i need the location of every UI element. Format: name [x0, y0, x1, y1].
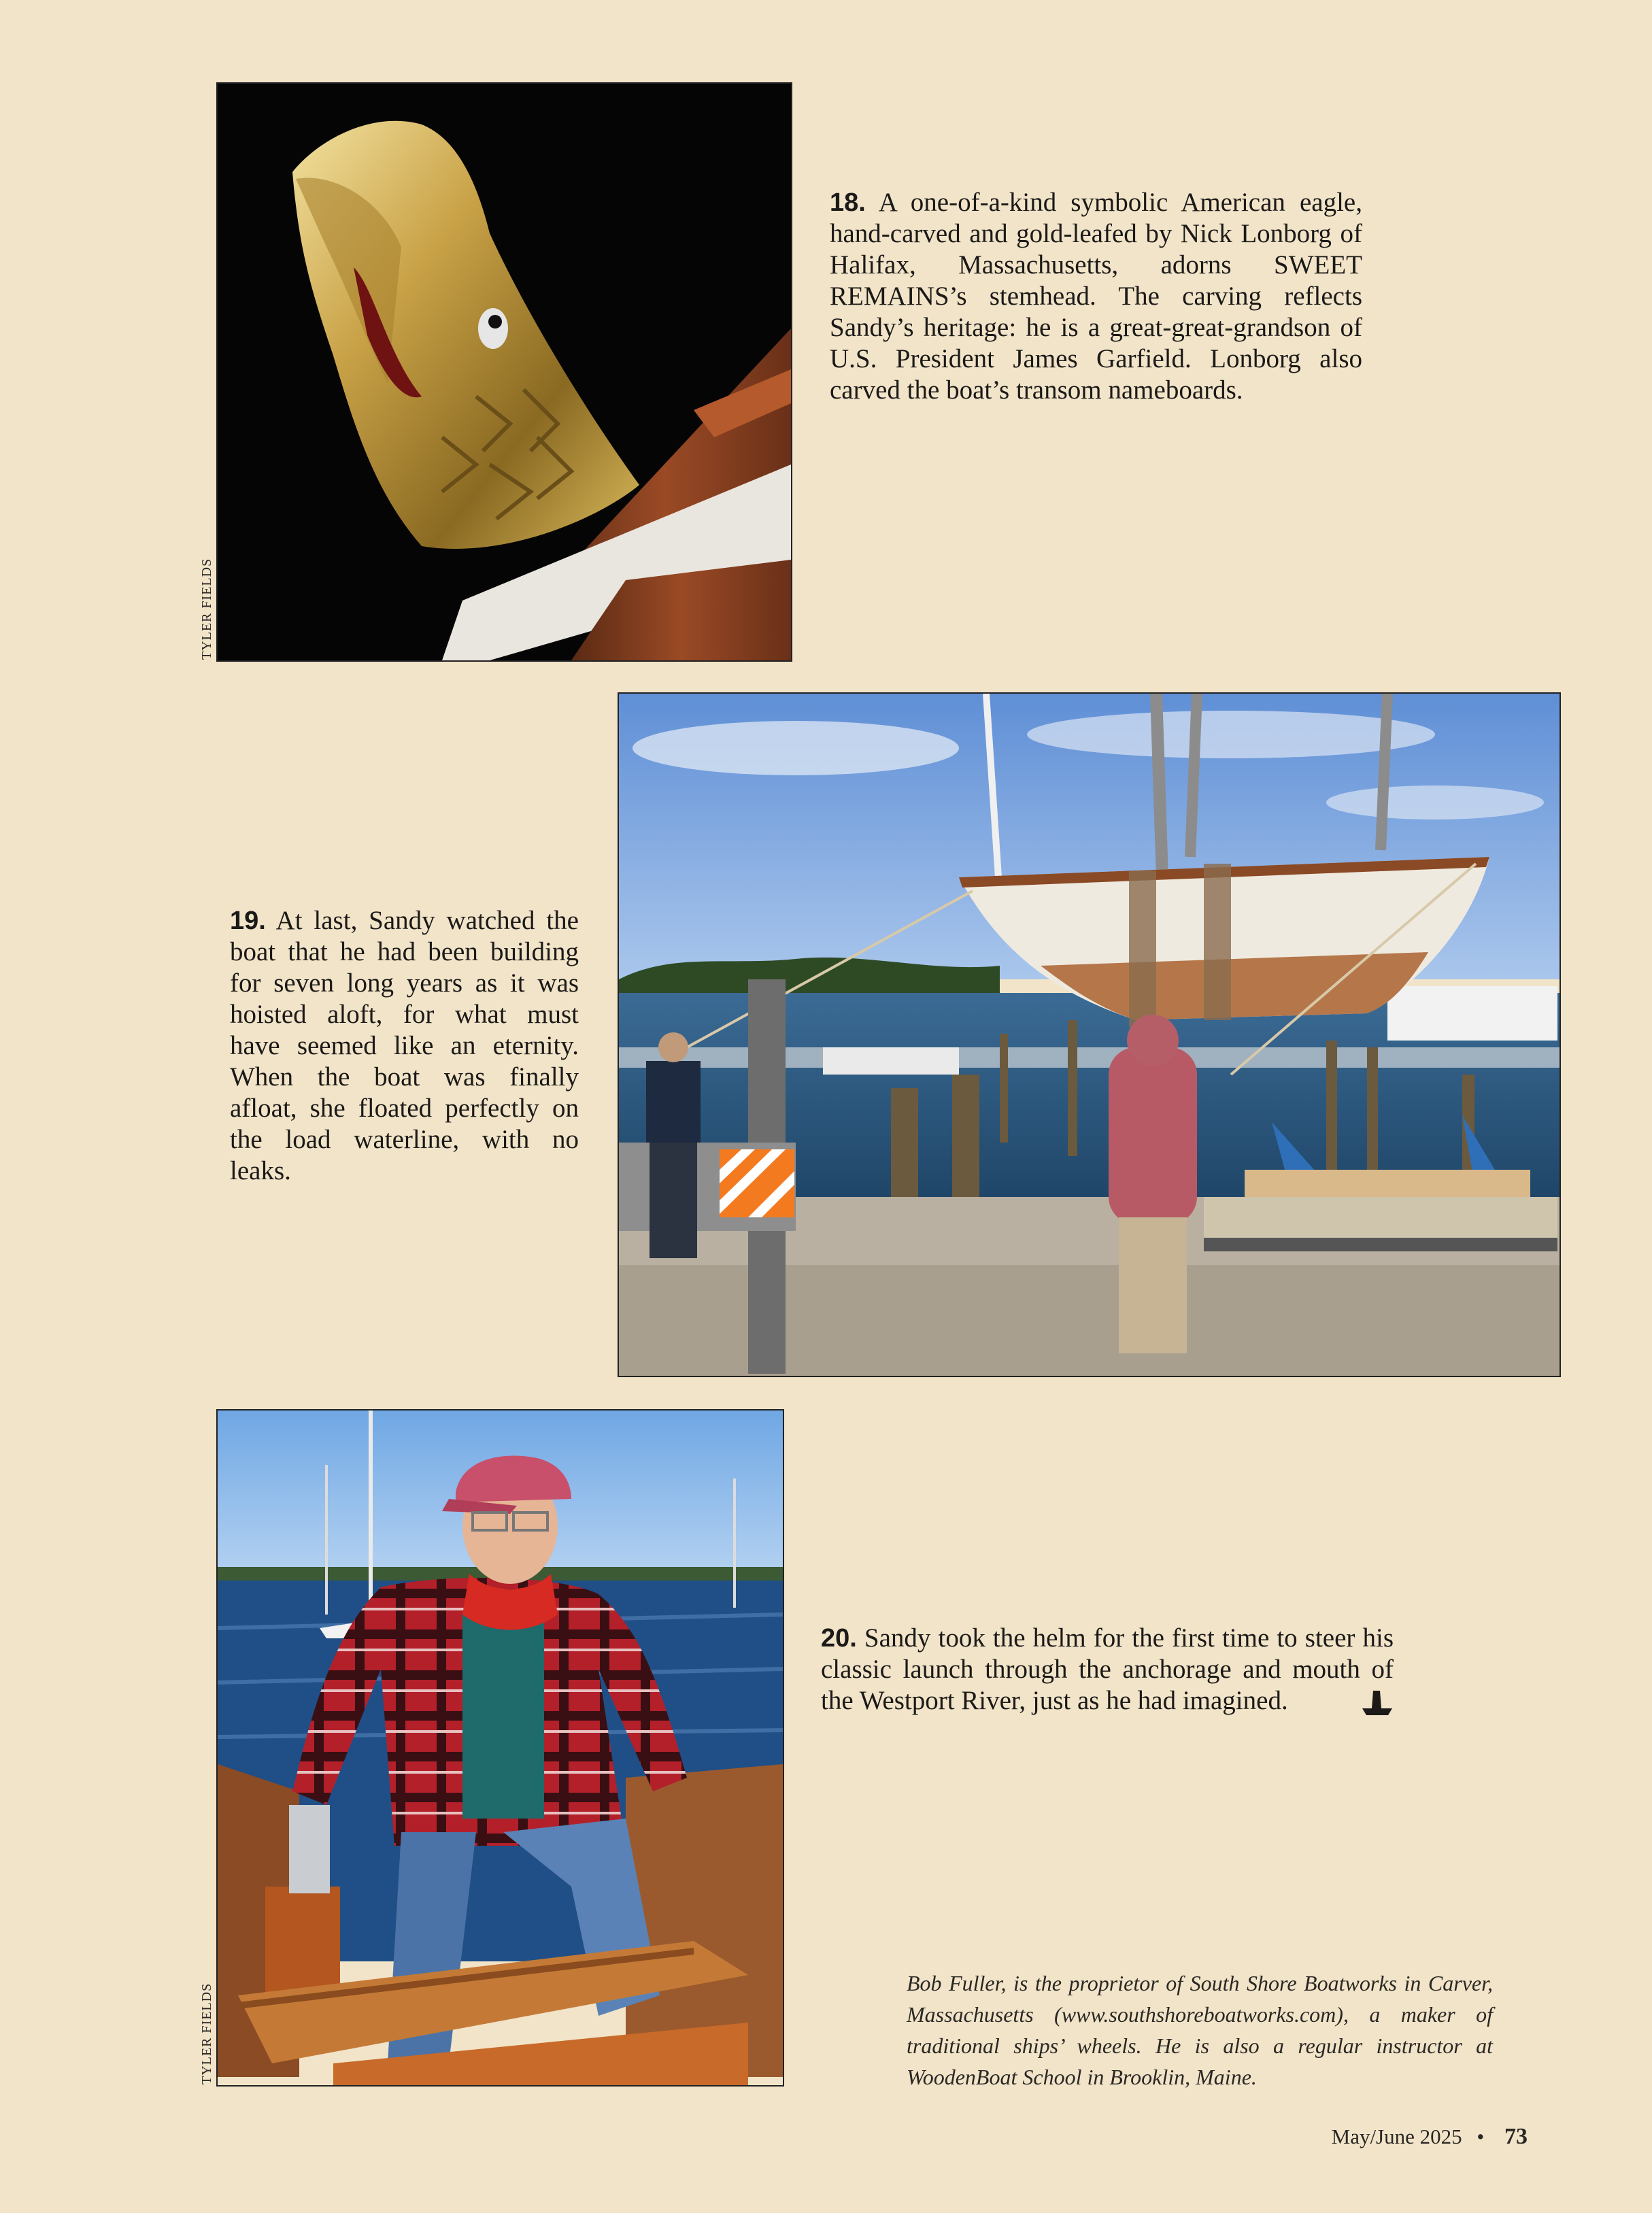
photo-credit-bottom: TYLER FIELDS [199, 1982, 214, 2084]
eagle-carving-photo [216, 82, 792, 662]
footer-separator: • [1477, 2125, 1485, 2148]
caption-18-number: 18. [830, 188, 866, 217]
caption-20-text: Sandy took the helm for the first time to steer his classic launch through the anchorage and mouth of the Westport River, just as he had imagined. [821, 1623, 1394, 1715]
caption-19-number: 19. [230, 907, 266, 935]
caption-18 [830, 187, 1362, 406]
caption-20-number: 20. [821, 1624, 857, 1653]
page-number: 73 [1504, 2124, 1528, 2149]
page-footer [1332, 2124, 1528, 2150]
caption-20 [821, 1623, 1394, 1724]
caption-18-text-b: ’s stemhead. The carving reflects Sandy’s heritage: he is a great-great-grandson of U.S. President James Garfield. Lonborg also carved the boat’s transom nameboards. [830, 282, 1362, 405]
photo-credit-top: TYLER FIELDS [199, 558, 214, 660]
boat-hoist-photo [618, 692, 1561, 1377]
caption-18-text-a: A one-of-a-kind symbolic American eagle, hand-carved and gold-leafed by Nick Lonborg of Halifax, Massachusetts, adorns [830, 188, 1362, 280]
issue-date: May/June 2025 [1331, 2125, 1462, 2148]
caption-19-text: At last, Sandy watched the boat that he had been building for seven long years as it was hoisted aloft, for what must have seemed like an eternity. When the boat was finally afloat, she floated perfectly on the load waterline, with no leaks. [230, 906, 579, 1185]
boat-end-mark-icon [1361, 1689, 1394, 1724]
author-bio: Bob Fuller, is the proprietor of South Shore Boatworks in Carver, Massachusetts (www.southshoreboatworks.com), a maker of traditional ships’ wheels. He is also a regular instructor at WoodenBoat School in Brooklin, Maine. [907, 1971, 1493, 2089]
caption-19 [230, 905, 579, 1187]
boat-name: SWEET REMAINS [830, 250, 1362, 311]
sandy-helm-photo [216, 1409, 784, 2087]
